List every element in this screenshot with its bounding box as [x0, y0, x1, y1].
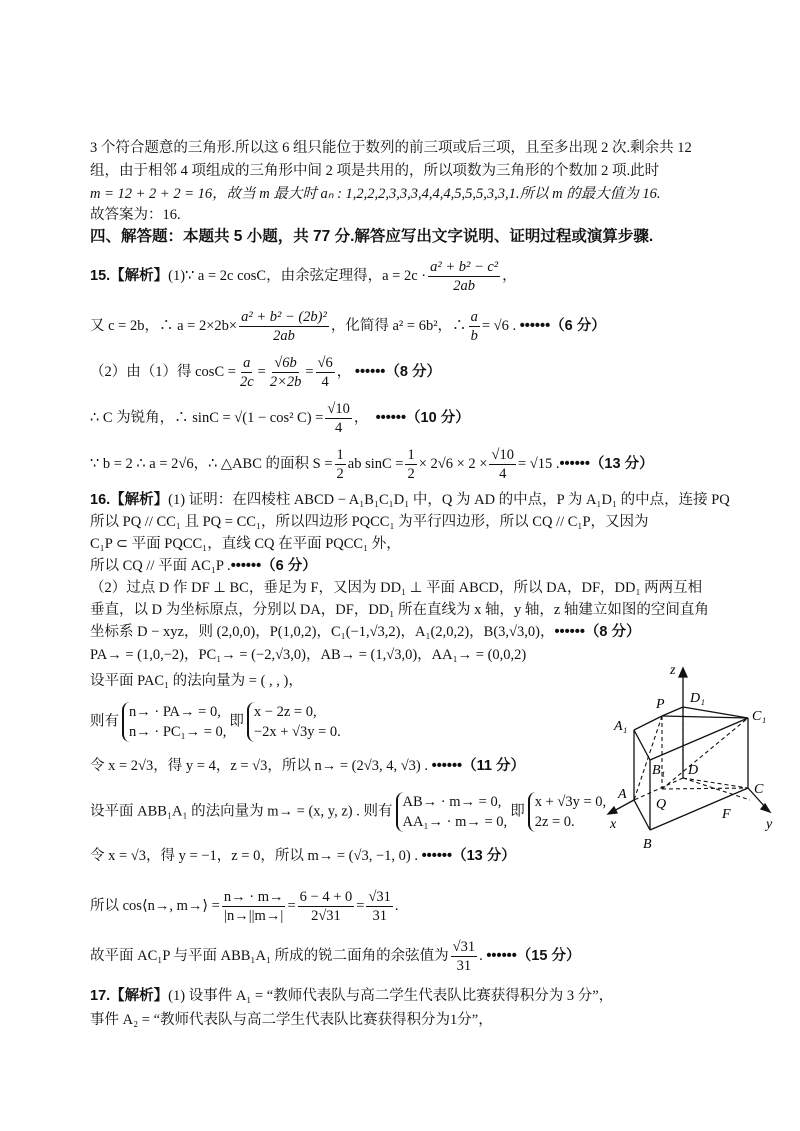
denominator: 2 [336, 466, 344, 482]
equation: AA₁→ · m→ = 0, [402, 814, 508, 830]
text: 即 [229, 713, 244, 730]
fraction [298, 888, 355, 925]
fraction [405, 446, 416, 483]
fraction [469, 308, 480, 345]
label-q: Q [656, 797, 667, 812]
equation: x − 2z = 0, [253, 704, 317, 720]
numerator: √6b [274, 355, 297, 371]
score-mark: ••••••（8 分） [354, 363, 441, 380]
label-d: D [688, 763, 699, 778]
numerator: a [470, 309, 478, 325]
text: (1) 证明：在四棱柱 ABCD − A₁B₁C₁D₁ 中，Q 为 AD 的中点，P 为 A₁D₁ 的中点，连接 PQ [168, 492, 730, 508]
numerator: √6 [317, 355, 333, 371]
q15-line-2 [90, 308, 606, 345]
denominator: 31 [372, 908, 387, 924]
text: （2）由（1）得 cosC = [90, 363, 236, 380]
label-f: F [722, 807, 731, 822]
numerator: n→ · m→ [223, 889, 284, 905]
denominator: 2ab [453, 278, 475, 294]
equation: −2x + √3y = 0. [253, 724, 341, 740]
denominator: 31 [456, 958, 472, 974]
fraction [428, 258, 500, 295]
text: 所以 cos⟨n→, m→⟩ = [90, 897, 220, 914]
text-line: 故答案为：16. [90, 207, 181, 223]
numerator: a² + b² − c² [430, 259, 499, 275]
q15-line-3: （2）由（1）得 cosC = $\frac{a}{2c}$ = $\frac{√6b}{2\times 2b}$ = $\frac{√6}{4}$ ， ••••••（8 分） [90, 355, 441, 390]
numerator: 1 [407, 447, 415, 463]
text: 坐标系 D − xyz，则 (2,0,0)，P(1,0,2)，C₁(−1,√3,2)，A₁(2,0,2)，B(3,√3,0)， [90, 624, 555, 640]
text-line: 3 个符合题意的三角形.所以这 6 组只能位于数列的前三项或后三项，且至多出现 2 次.剩余共 12 [90, 140, 692, 156]
q16-system-2 [90, 792, 609, 832]
denominator: 2 [407, 466, 415, 482]
numerator: 1 [336, 447, 344, 463]
fraction [268, 354, 304, 391]
text: ∴ C 为锐角，∴ sinC = √(1 − cos² C) = [90, 409, 324, 426]
label-d1: D₁ [690, 691, 705, 706]
fraction [366, 888, 392, 925]
question-label: 17.【解析】 [90, 988, 169, 1004]
numerator: √31 [368, 889, 391, 905]
q16-line-14: 所以 cos⟨n→, m→⟩ = $\frac{n\to \cdot m\to}{|n\to||m\to|}$ = $\frac{6 - 4 + 0}{2√31}$ = $\frac{√31}{31}$ . [90, 889, 399, 924]
text-line: 所以 PQ // CC₁ 且 PQ = CC₁，所以四边形 PQCC₁ 为平行四边形，所以 CQ // C₁P，又因为 [90, 514, 649, 530]
text-line: C₁P ⊂ 平面 PQCC₁，直线 CQ 在平面 PQCC₁ 外， [90, 536, 401, 552]
equation: n→ · PC₁→ = 0, [129, 724, 227, 740]
denominator: 4 [321, 374, 329, 390]
numerator: √31 [452, 939, 476, 955]
equation: 2z = 0. [534, 814, 575, 830]
fraction [316, 354, 335, 391]
label-y: y [766, 817, 773, 832]
equation: AB→ · m→ = 0, [402, 794, 502, 810]
text: ab sinC = [347, 455, 404, 472]
score-mark: ••••••（15 分） [486, 947, 581, 964]
denominator: b [470, 328, 478, 344]
equation: n→ · PA→ = 0, [129, 704, 221, 720]
numerator: a [243, 355, 251, 371]
denominator: |n→||m→| [224, 908, 284, 924]
text-line: PA→ = (1,0,−2)，PC₁→ = (−2,√3,0)，AB→ = (1,√3,0)，AA₁→ = (0,0,2) [90, 647, 527, 663]
fraction [222, 888, 286, 925]
label-a1: A₁ [614, 719, 628, 734]
question-label: 15.【解析】 [90, 267, 169, 284]
section-heading: 四、解答题：本题共 5 小题，共 77 分.解答应写出文字说明、证明过程或演算步骤. [90, 228, 654, 245]
label-c1: C₁ [752, 709, 767, 724]
text: 故平面 AC₁P 与平面 ABB₁A₁ 所成的锐二面角的余弦值为 [90, 947, 449, 964]
equation-system [396, 792, 508, 832]
numerator: √10 [491, 447, 514, 463]
text-line: m = 12 + 2 + 2 = 16，故当 m 最大时 aₙ : 1,2,2,2,3,3,3,4,4,4,5,5,5,3,3,1.所以 m 的最大值为 16. [90, 186, 661, 202]
label-a: A [618, 787, 627, 802]
fraction [335, 446, 346, 483]
prism-figure [590, 660, 790, 855]
fraction [451, 938, 477, 975]
text-line: 设平面 PAC₁ 的法向量为 = ( , , )， [90, 673, 303, 689]
q15-line-5 [90, 446, 654, 483]
denominator: 2√31 [311, 908, 341, 924]
text: 即 [510, 803, 525, 820]
label-x: x [610, 817, 617, 832]
q16-line-7 [90, 622, 641, 642]
text: 所以 CQ // 平面 AC₁P . [90, 558, 231, 574]
fraction [239, 308, 329, 345]
text: (1)∵ a = 2c cosC，由余弦定理得，a = 2c · [168, 267, 427, 284]
label-p: P [656, 697, 665, 712]
score-mark: ••••••（6 分） [519, 317, 606, 334]
text: = √6 . [481, 317, 517, 334]
numerator: √10 [327, 401, 350, 417]
q16-line-13 [90, 846, 516, 866]
score-mark: ••••••（10 分） [375, 409, 470, 426]
question-label: 16.【解析】 [90, 492, 169, 508]
text-line: 事件 A₂ = “教师代表队与高二学生代表队比赛获得积分为1分”， [90, 1012, 493, 1028]
q16-line-15: 故平面 AC₁P 与平面 ABB₁A₁ 所成的锐二面角的余弦值为 $\frac{√31}{31}$ . ••••••（15 分） [90, 939, 581, 974]
numerator: a² + b² − (2b)² [241, 309, 327, 325]
text: 设平面 ABB₁A₁ 的法向量为 m→ = (x, y, z) . 则有 [90, 803, 393, 820]
text: 令 x = 2√3，得 y = 4，z = √3，所以 n→ = (2√3, 4, √3) . [90, 758, 429, 774]
label-b: B [643, 837, 652, 852]
text: (1) 设事件 A₁ = “教师代表队与高二学生代表队比赛获得积分为 3 分”， [168, 988, 614, 1004]
denominator: 2c [239, 374, 254, 390]
text: × 2√6 × 2 × [418, 455, 488, 472]
numerator: 6 − 4 + 0 [299, 889, 353, 905]
score-mark: ••••••（6 分） [230, 558, 317, 574]
score-mark: ••••••（13 分） [559, 455, 654, 472]
q16-line-11 [90, 756, 525, 776]
fraction [325, 400, 351, 437]
q15-line-1 [90, 258, 517, 295]
q16-line-1 [90, 490, 730, 510]
text: ∵ b = 2 ∴ a = 2√6，∴ △ABC 的面积 S = [90, 455, 333, 472]
fraction [238, 354, 256, 391]
equation: x + √3y = 0, [534, 794, 607, 810]
q15-line-4: ∴ C 为锐角，∴ sinC = √(1 − cos² C) = $\frac{√10}{4}$ ， ••••••（10 分） [90, 401, 470, 436]
text: 令 x = √3，得 y = −1，z = 0，所以 m→ = (√3, −1, 0) . [90, 848, 418, 864]
text-line: 垂直，以 D 为坐标原点，分别以 DA，DF，DD₁ 所在直线为 x 轴，y 轴，z 轴建立如图的空间直角 [90, 602, 709, 618]
score-mark: ••••••（11 分） [431, 758, 525, 774]
text-line: （2）过点 D 作 DF ⊥ BC，垂足为 F，又因为 DD₁ ⊥ 平面 ABCD，所以 DA，DF，DD₁ 两两互相 [90, 580, 703, 596]
denominator: 4 [499, 466, 507, 482]
equation-system [122, 702, 226, 742]
label-c: C [754, 782, 764, 797]
label-z: z [670, 663, 676, 678]
text: ，化简得 a² = 6b²，∴ [330, 317, 467, 334]
score-mark: ••••••（8 分） [554, 624, 641, 640]
denominator: 4 [334, 420, 343, 436]
label-b1: B₁ [652, 763, 666, 778]
equation-system [247, 702, 341, 742]
q16-system-1 [90, 702, 344, 742]
text: 则有 [90, 713, 119, 730]
denominator: 2ab [273, 328, 295, 344]
score-mark: ••••••（13 分） [421, 848, 516, 864]
denominator: 2×2b [269, 374, 302, 390]
text: = √15 . [517, 455, 560, 472]
q16-line-4 [90, 556, 317, 576]
fraction [489, 446, 515, 483]
text: 又 c = 2b，∴ a = 2×2b× [90, 317, 238, 334]
text: ， [502, 267, 517, 284]
q17-line-1 [90, 986, 613, 1006]
text-line: 组，由于相邻 4 项组成的三角形中间 2 项是共用的，所以项数为三角形的个数加 2 项.此时 [90, 163, 660, 179]
